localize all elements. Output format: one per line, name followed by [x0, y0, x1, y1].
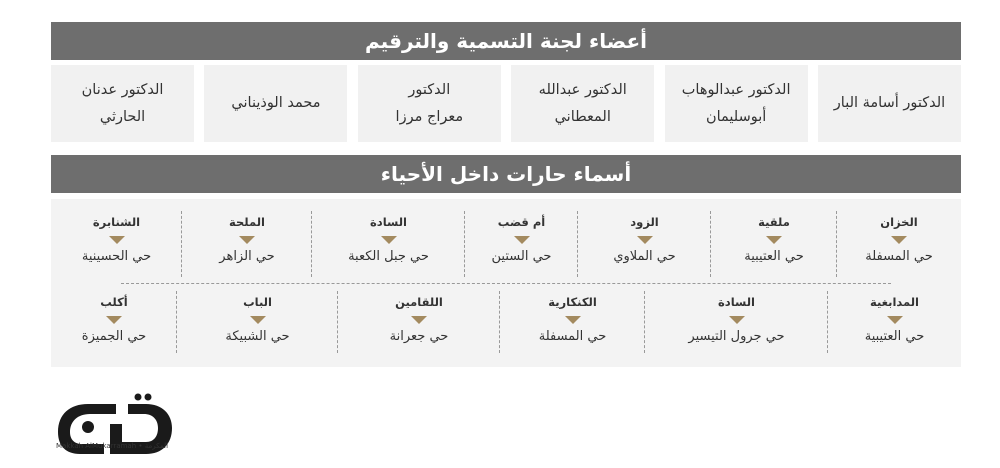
new-district: حي الجميزة	[81, 329, 147, 344]
old-name: أكلب	[100, 295, 128, 309]
old-name: الباب	[243, 295, 272, 309]
district-item	[51, 289, 177, 361]
member-name: الدكتور أسامة البار	[833, 95, 946, 111]
district-item	[182, 205, 312, 283]
district-item	[51, 205, 182, 283]
committee-header: أعضاء لجنة التسمية والترقيم	[51, 22, 961, 60]
down-arrow-icon	[411, 316, 427, 324]
down-arrow-icon	[637, 236, 653, 244]
new-district: حي الستين	[491, 249, 552, 264]
down-arrow-icon	[514, 236, 530, 244]
districts-row-2	[51, 289, 961, 361]
district-item	[578, 205, 711, 283]
member-card	[358, 65, 501, 142]
member-name-line2: الحارثي	[99, 108, 146, 125]
new-district: حي الملاوي	[613, 249, 676, 264]
old-name: الشنابرة	[92, 215, 141, 229]
down-arrow-icon	[250, 316, 266, 324]
old-name: الكنكارية	[548, 295, 597, 309]
logo-caption: Makkah AlMukarramah • المكرمة	[56, 442, 169, 450]
districts-header: أسماء حارات داخل الأحياء	[51, 155, 961, 193]
new-district: حي جرول التيسير	[688, 329, 785, 344]
member-card	[204, 65, 347, 142]
district-item	[500, 289, 645, 361]
district-item	[645, 289, 828, 361]
districts-row-1	[51, 205, 961, 283]
old-name: المدابغية	[869, 295, 920, 309]
new-district: حي الحسينية	[81, 249, 152, 264]
old-name: السادة	[370, 215, 407, 229]
district-item	[828, 289, 961, 361]
member-name: الدكتور عدنان	[81, 81, 164, 98]
member-name-line2: المعطاني	[554, 108, 611, 125]
old-name: ملقية	[758, 215, 790, 229]
new-district: حي المسفلة	[538, 329, 607, 344]
down-arrow-icon	[565, 316, 581, 324]
district-item	[338, 289, 500, 361]
districts-panel	[51, 199, 961, 367]
old-name: الملحة	[229, 215, 265, 229]
down-arrow-icon	[887, 316, 903, 324]
committee-members	[51, 65, 961, 142]
new-district: حي الزاهر	[219, 249, 275, 264]
old-name: السادة	[718, 295, 755, 309]
district-item	[711, 205, 837, 283]
down-arrow-icon	[109, 236, 125, 244]
down-arrow-icon	[766, 236, 782, 244]
down-arrow-icon	[106, 316, 122, 324]
district-item	[837, 205, 961, 283]
district-item	[465, 205, 578, 283]
member-name: الدكتور عبدالوهاب	[681, 81, 791, 98]
member-name: محمد الوذيناني	[231, 95, 321, 111]
district-item	[312, 205, 465, 283]
new-district: حي جعرانة	[389, 329, 449, 344]
row-divider	[121, 283, 891, 284]
down-arrow-icon	[239, 236, 255, 244]
member-card	[818, 65, 961, 142]
old-name: الزود	[630, 215, 659, 229]
member-card	[511, 65, 654, 142]
old-name: اللقامين	[395, 295, 443, 309]
member-name: الدكتور عبدالله	[538, 81, 627, 98]
district-item	[177, 289, 338, 361]
old-name: أم قضب	[497, 215, 546, 229]
down-arrow-icon	[729, 316, 745, 324]
new-district: حي العتيبية	[744, 249, 804, 264]
new-district: حي العتيبية	[864, 329, 925, 344]
down-arrow-icon	[891, 236, 907, 244]
new-district: حي الشبيكة	[225, 329, 290, 344]
new-district: حي جبل الكعبة	[348, 249, 429, 264]
member-name-line2: معراج مرزا	[395, 108, 464, 125]
new-district: حي المسفلة	[865, 249, 933, 264]
member-name: الدكتور	[408, 81, 451, 98]
down-arrow-icon	[381, 236, 397, 244]
member-name-line2: أبوسليمان	[705, 108, 767, 125]
member-card	[51, 65, 194, 142]
old-name: الخزان	[880, 215, 918, 229]
member-card	[665, 65, 808, 142]
